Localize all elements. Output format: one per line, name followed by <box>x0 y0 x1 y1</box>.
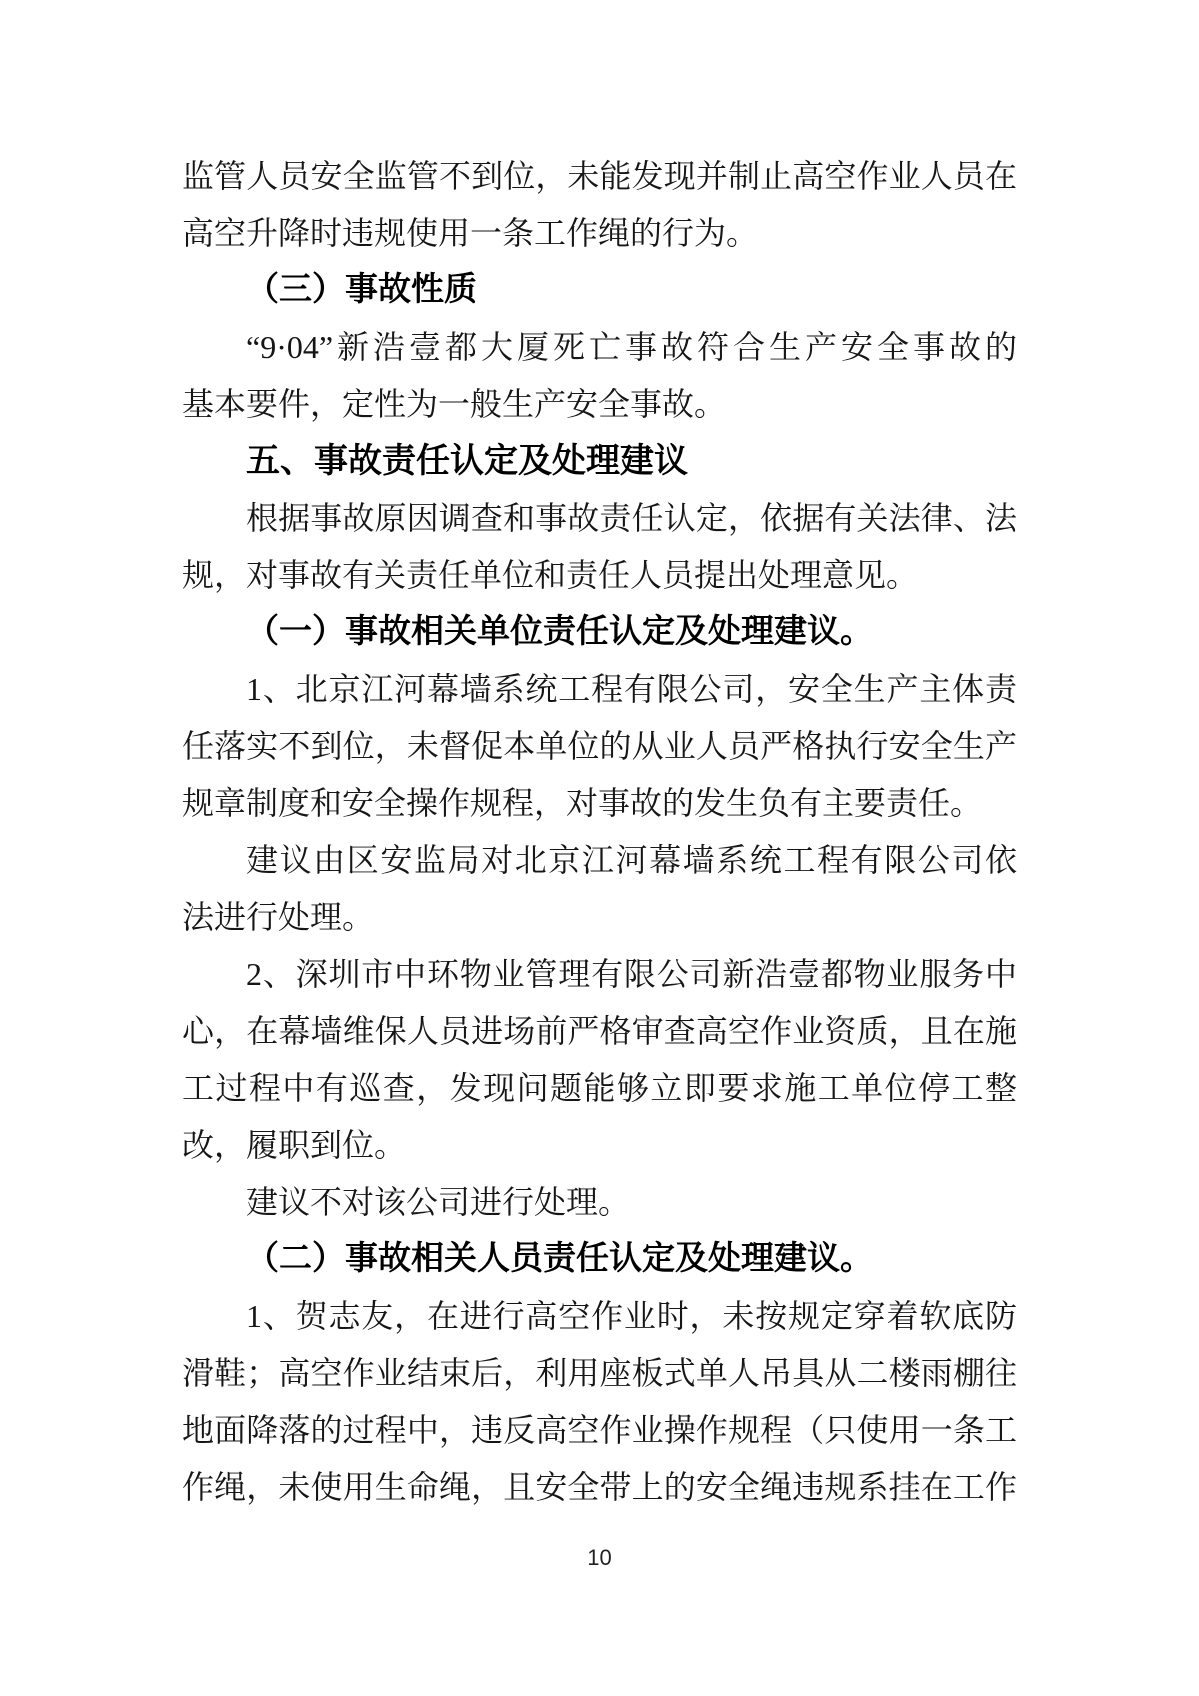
section-heading: （三）事故性质 <box>246 272 477 308</box>
section-heading: （一）事故相关单位责任认定及处理建议。 <box>246 614 873 650</box>
body-line: 基本要件，定性为一般生产安全事故。 <box>182 386 727 422</box>
body-line: 地面降落的过程中，违反高空作业操作规程（只使用一条工 <box>182 1412 1017 1448</box>
page-footer <box>0 1545 1199 1571</box>
body-line: 高空升降时违规使用一条工作绳的行为。 <box>182 215 759 251</box>
body-line: 1、贺志友，在进行高空作业时，未按规定穿着软底防 <box>246 1298 1017 1334</box>
body-line: 规，对事故有关责任单位和责任人员提出处理意见。 <box>182 557 919 593</box>
body-line: 任落实不到位，未督促本单位的从业人员严格执行安全生产 <box>182 728 1017 764</box>
body-line: 规章制度和安全操作规程，对事故的发生负有主要责任。 <box>182 785 983 821</box>
body-line: 1、北京江河幕墙系统工程有限公司，安全生产主体责 <box>246 671 1017 707</box>
body-line: 滑鞋；高空作业结束后，利用座板式单人吊具从二楼雨棚往 <box>182 1355 1017 1391</box>
body-line: 监管人员安全监管不到位，未能发现并制止高空作业人员在 <box>182 158 1017 194</box>
body-line: 法进行处理。 <box>182 899 375 935</box>
body-line: 作绳，未使用生命绳，且安全带上的安全绳违规系挂在工作 <box>182 1469 1017 1505</box>
body-line: 改，履职到位。 <box>182 1127 407 1163</box>
document-body <box>182 148 1017 1516</box>
section-heading: （二）事故相关人员责任认定及处理建议。 <box>246 1241 873 1277</box>
body-line: 2、深圳市中环物业管理有限公司新浩壹都物业服务中 <box>246 956 1017 992</box>
body-line: 建议不对该公司进行处理。 <box>246 1184 631 1220</box>
body-line: “9·04”新浩壹都大厦死亡事故符合生产安全事故的 <box>246 329 1017 365</box>
chapter-heading: 五、事故责任认定及处理建议 <box>246 442 688 480</box>
page-number: 10 <box>587 1545 612 1570</box>
body-line: 工过程中有巡查，发现问题能够立即要求施工单位停工整 <box>182 1070 1017 1106</box>
body-line: 建议由区安监局对北京江河幕墙系统工程有限公司依 <box>246 842 1017 878</box>
body-line: 心，在幕墙维保人员进场前严格审查高空作业资质，且在施 <box>182 1013 1017 1049</box>
body-line: 根据事故原因调查和事故责任认定，依据有关法律、法 <box>246 500 1017 536</box>
